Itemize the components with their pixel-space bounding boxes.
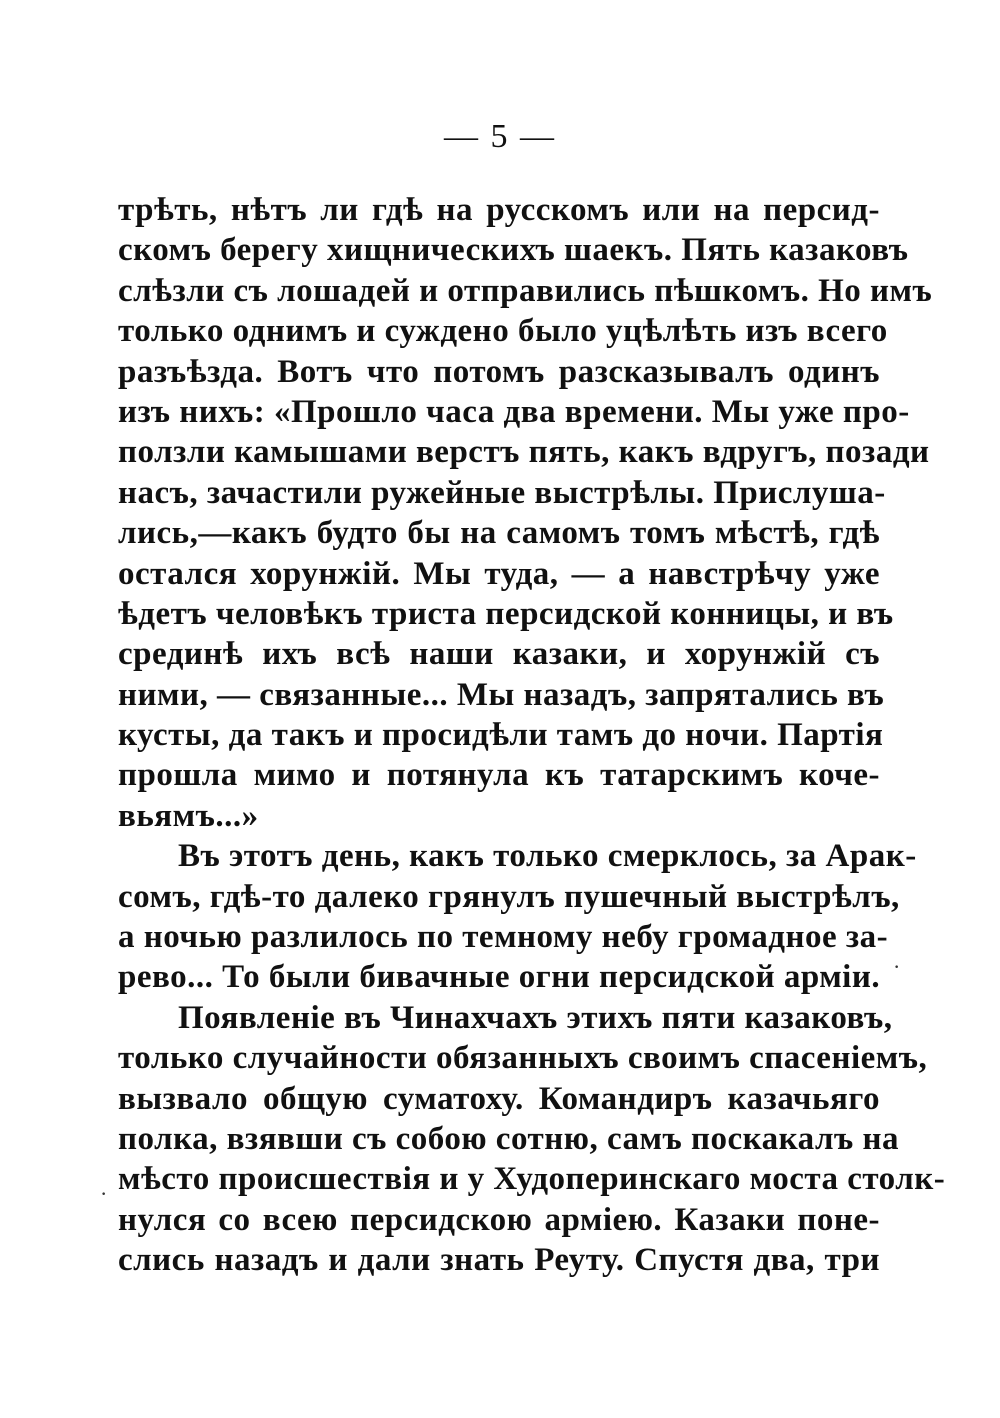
margin-speck-icon: · [100, 1181, 108, 1206]
text-line: рево... То были бивачные огни персидской арміи. [118, 959, 881, 996]
text-line: разъѣзда. Вотъ что потомъ разсказывалъ одинъ [118, 353, 880, 390]
text-line: полка, взявши съ собою сотню, самъ поскакалъ на [118, 1120, 899, 1157]
text-line: мѣсто происшествія и у Худоперинскаго моста столк- [118, 1161, 946, 1198]
text-line: нулся со всею персидскою арміею. Казаки поне- [118, 1201, 880, 1238]
text-line: скомъ берегу хищническихъ шаекъ. Пять казаковъ [118, 232, 909, 269]
body-text [118, 190, 946, 1281]
text-line: а ночью разлилось по темному небу громадное за- [118, 919, 889, 956]
text-line: вызвало общую суматоху. Командиръ казачьяго [118, 1080, 880, 1117]
text-line: вьямъ...» [118, 797, 259, 834]
text-line: сомъ, гдѣ-то далеко грянулъ пушечный выстрѣлъ, [118, 878, 900, 915]
text-line: кусты, да такъ и просидѣли тамъ до ночи. Партія [118, 717, 884, 754]
margin-speck-icon: · [893, 954, 901, 979]
text-line: только однимъ и суждено было уцѣлѣть изъ всего [118, 313, 888, 350]
text-line: срединѣ ихъ всѣ наши казаки, и хорунжій съ [118, 636, 880, 673]
text-line: остался хорунжій. Мы туда, — а навстрѣчу уже [118, 555, 880, 592]
text-line: ползли камышами верстъ пять, какъ вдругъ, позади [118, 434, 930, 471]
text-line: слѣзли съ лошадей и отправились пѣшкомъ. Но имъ [118, 272, 933, 309]
paragraph-first-line: Появленіе въ Чинахчахъ этихъ пяти казаковъ, [178, 999, 893, 1036]
text-line: изъ нихъ: «Прошло часа два времени. Мы уже про- [118, 393, 910, 430]
text-line: ѣдетъ человѣкъ триста персидской конницы, и въ [118, 595, 894, 632]
paragraph-first-line: Въ этотъ день, какъ только смерклось, за Арак- [178, 838, 917, 875]
text-line: трѣть, нѣтъ ли гдѣ на русскомъ или на персид- [118, 192, 880, 228]
text-line: прошла мимо и потянула къ татарскимъ коче- [118, 757, 880, 794]
text-line: ними, — связанные... Мы назадъ, запрятались въ [118, 676, 885, 713]
text-line: насъ, зачастили ружейные выстрѣлы. Прислуша- [118, 474, 886, 511]
text-line: только случайности обязанныхъ своимъ спасеніемъ, [118, 1040, 928, 1077]
text-line: лись,—какъ будто бы на самомъ томъ мѣстѣ, гдѣ [118, 515, 880, 552]
page-number: — 5 — [444, 118, 556, 155]
text-line: слись назадъ и дали знать Реуту. Спустя два, три [118, 1242, 880, 1279]
